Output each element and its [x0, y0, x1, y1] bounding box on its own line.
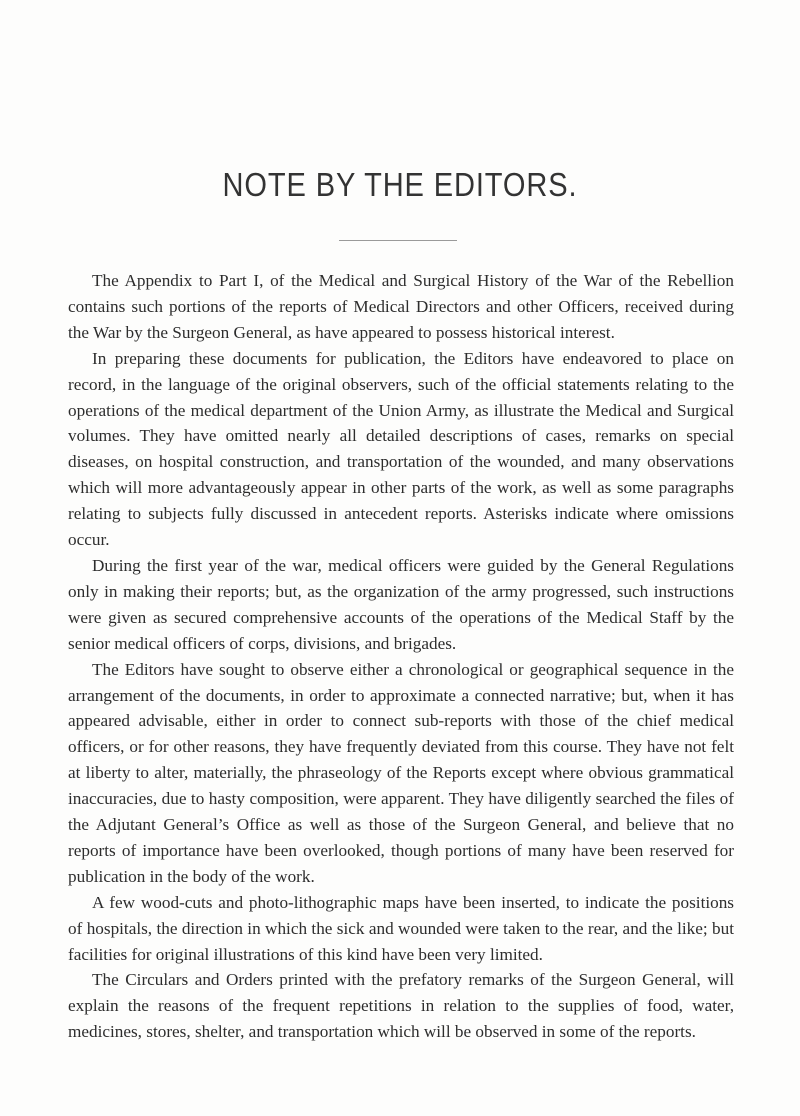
title-divider: [339, 240, 457, 241]
paragraph-5: A few wood-cuts and photo-lithographic maps have been inserted, to indicate the positions of hospitals, the direction in which the sick and wounded were taken to the rear, and the like; but facilities for original illustrations of this kind have been very limited.: [68, 892, 734, 964]
paragraph-6: The Circulars and Orders printed with the prefatory remarks of the Surgeon General, will explain the reasons of the frequent repetitions in relation to the supplies of food, water, medicines, stores, shelter, and transportation which will be observed in some of the reports.: [68, 970, 734, 1042]
paragraph-3: During the first year of the war, medical officers were guided by the General Regulations only in making their reports; but, as the organization of the army progressed, such instructions were given as secured comprehensive accounts of the operations of the Medical Staff by the senior medical officers of corps, divisions, and brigades.: [68, 555, 734, 653]
paragraph-1: The Appendix to Part I, of the Medical and Surgical History of the War of the Rebellion contains such portions of the reports of Medical Directors and other Officers, received during the War by the Surgeon General, as have appeared to possess historical interest.: [68, 271, 734, 342]
paragraph-4: The Editors have sought to observe either a chronological or geographical sequence in the arrangement of the documents, in order to approximate a connected narrative; but, when it has appeared advisable, either in order to connect sub-reports with those of the chief medical officers, or for other reasons, they have frequently deviated from this course. They have not felt at liberty to alter, materially, the phraseology of the Reports except where obvious grammatical inaccuracies, due to hasty composition, were apparent. They have diligently searched the files of the Adjutant General’s Office as well as those of the Surgeon General, and believe that no reports of importance have been overlooked, though portions of many have been reserved for publication in the body of the work.: [68, 659, 734, 886]
page-title: NOTE BY THE EDITORS.: [222, 166, 578, 203]
body-text: [68, 268, 734, 1045]
paragraph-2: In preparing these documents for publication, the Editors have endeavored to place on record, in the language of the original observers, such of the official statements relating to the operations of the medical department of the Union Army, as illustrate the Medical and Surgical volumes. They have omitted nearly all detailed descriptions of cases, remarks on special diseases, on hospital construction, and transportation of the wounded, and many observations which will more advantageously appear in other parts of the work, as well as some paragraphs relating to subjects fully discussed in antecedent reports. Asterisks indicate where omissions occur.: [68, 348, 734, 550]
